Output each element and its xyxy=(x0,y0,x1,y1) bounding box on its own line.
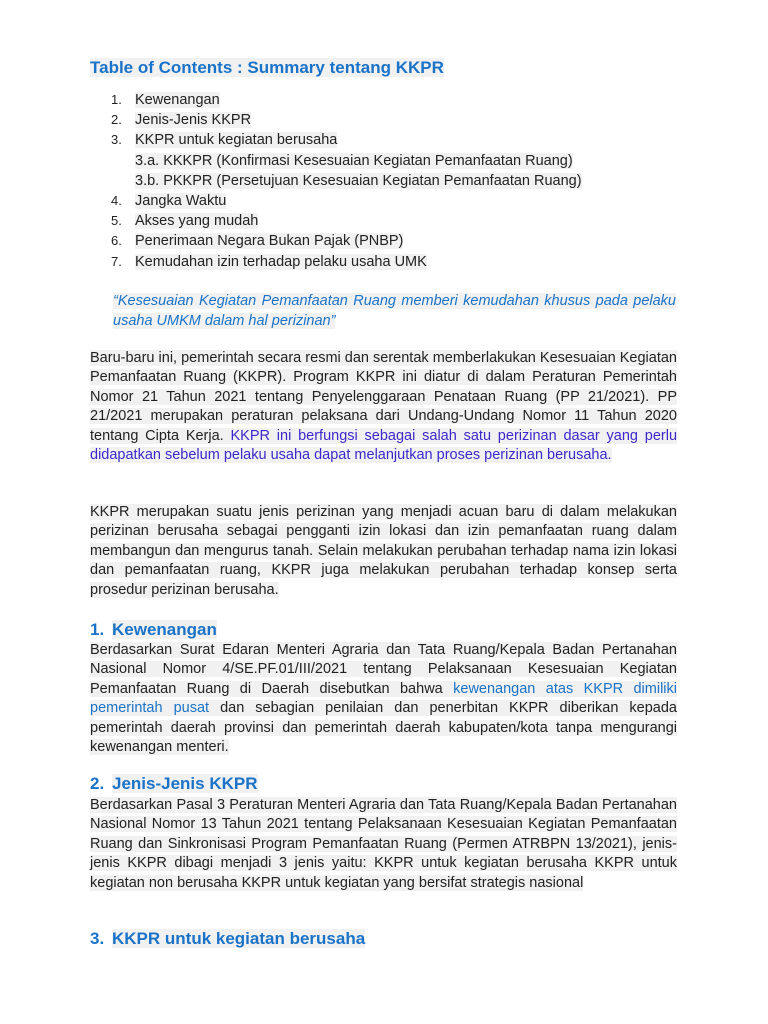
toc-item-number: 6. xyxy=(111,233,122,249)
toc-title: Table of Contents : Summary tentang KKPR xyxy=(90,58,444,77)
section-body-kewenangan: Berdasarkan Surat Edaran Menteri Agraria dan Tata Ruang/Kepala Badan Pertanahan Nasional Nomor 4/SE.PF.01/III/2021 tentang Pelaksanaan Kesesuaian Kegiatan Pemanfaatan Ruang di Daerah disebutkan bahwa kewenangan atas KKPR dimiliki pemerintah pusat dan sebagian penilaian dan penerbitan KKPR diberikan kepada pemerintah daerah provinsi dan pemerintah daerah kabupaten/kota tanpa mengurangi kewenangan menteri. xyxy=(90,642,677,756)
toc-item xyxy=(90,110,680,130)
toc-item-label: KKPR untuk kegiatan berusaha xyxy=(135,132,338,149)
toc-item-number: 7. xyxy=(111,253,122,269)
toc-subitem: 3.b. PKKPR (Persetujuan Kesesuaian Kegiatan Pemanfaatan Ruang) xyxy=(135,172,582,189)
section-body-jenis-kkpr: Berdasarkan Pasal 3 Peraturan Menteri Agraria dan Tata Ruang/Kepala Badan Pertanahan Nasional Nomor 13 Tahun 2021 tentang Pelaksanaan Kesesuaian Kegiatan Pemanfaatan Ruang dan Sinkronisasi Program Pemanfaatan Ruang (Permen ATRBPN 13/2021), jenis-jenis KKPR dibagi menjadi 3 jenis yaitu: KKPR untuk kegiatan berusaha KKPR untuk kegiatan non berusaha KKPR untuk kegiatan yang bersifat strategis nasional xyxy=(90,797,677,891)
toc-subitem: 3.a. KKKPR (Konfirmasi Kesesuaian Kegiatan Pemanfaatan Ruang) xyxy=(135,152,573,169)
toc-item-label: Kemudahan izin terhadap pelaku usaha UMK xyxy=(135,253,427,270)
toc-item-number: 1. xyxy=(111,92,122,107)
toc-item-number: 4. xyxy=(111,193,122,209)
toc-item xyxy=(90,211,680,231)
toc-item xyxy=(90,191,680,211)
quote-block: “Kesesuaian Kegiatan Pemanfaatan Ruang memberi kemudahan khusus pada pelaku usaha UMKM dalam hal perizinan” xyxy=(113,293,676,329)
kkpr-definition-paragraph: KKPR merupakan suatu jenis perizinan yang menjadi acuan baru di dalam melakukan perizinan berusaha sebagai pengganti izin lokasi dan izin pemanfaatan ruang dalam membangun dan mengurus tanah. Selain melakukan perubahan terhadap nama izin lokasi dan pemanfaatan ruang, KKPR juga melakukan perubahan terhadap konsep serta prosedur perizinan berusaha. xyxy=(90,504,677,598)
toc-item-number: 2. xyxy=(111,112,122,128)
section-heading-kewenangan: 1. Kewenangan xyxy=(90,620,217,639)
toc-item-label: Penerimaan Negara Bukan Pajak (PNBP) xyxy=(135,233,404,250)
intro-paragraph: Baru-baru ini, pemerintah secara resmi dan serentak memberlakukan Kesesuaian Kegiatan Pemanfaatan Ruang (KKPR). Program KKPR ini diatur di dalam Peraturan Pemerintah Nomor 21 Tahun 2021 tentang Penyelenggaraan Penataan Ruang (PP 21/2021). PP 21/2021 merupakan peraturan pelaksana dari Undang-Undang Nomor 11 Tahun 2020 tentang Cipta Kerja. KKPR ini berfungsi sebagai salah satu perizinan dasar yang perlu didapatkan sebelum pelaku usaha dapat melanjutkan proses perizinan berusaha. xyxy=(90,350,678,464)
toc-item-label: Jenis-Jenis KKPR xyxy=(135,112,252,129)
toc-item-label: Akses yang mudah xyxy=(135,213,259,230)
intro-highlight-text: KKPR ini berfungsi sebagai salah satu perizinan dasar yang perlu didapatkan sebelum pelaku usaha dapat melanjutkan proses perizinan berusaha. xyxy=(90,427,678,464)
kewenangan-link[interactable]: kewenangan atas KKPR dimiliki pemerintah pusat xyxy=(90,680,677,717)
toc-item-number: 3. xyxy=(111,132,122,148)
toc-item-number: 5. xyxy=(111,213,122,229)
toc-item xyxy=(90,90,680,110)
toc-item xyxy=(90,231,680,251)
toc-list xyxy=(90,90,680,272)
toc-item-label: Jangka Waktu xyxy=(135,193,227,210)
toc-item xyxy=(90,130,680,150)
section-heading-jenis-kkpr: 2. Jenis-Jenis KKPR xyxy=(90,774,258,793)
section-heading-kegiatan-berusaha: 3. KKPR untuk kegiatan berusaha xyxy=(90,929,366,948)
toc-item xyxy=(90,252,680,272)
toc-item-label: Kewenangan xyxy=(135,92,220,108)
